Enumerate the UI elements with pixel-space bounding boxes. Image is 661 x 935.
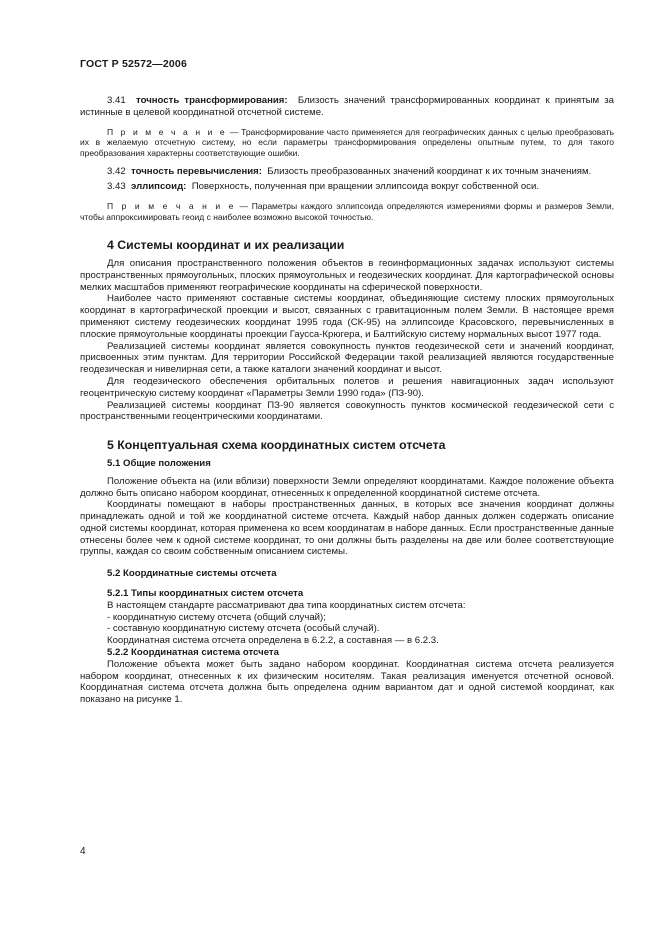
term-3-42 [80,166,614,178]
term-3-43 [80,181,614,193]
section-4-paragraph: Наиболее часто применяют составные системы координат, объединяющие систему плоских прямоугольных координат в картографической проекции и высот, связанных с гравитационным полем Земли. В настоящее время применяют систему геодезических координат 1995 года (СК-95) на эллипсоиде Красовского, перевычисленных в плоские прямоугольные координаты проекции Гаусса-Крюгера, и Балтийскую систему нормальных высот 1977 года. [80,293,614,340]
section-5-1-heading: 5.1 Общие положения [107,457,211,469]
section-5-2-2-paragraph: Положение объекта может быть задано набором координат. Координатная система отсчета реализуется набором координат, отнесенных к их физическим носителям. Такая реализация именуется отсчетной основой. Координатная система отсчета должна быть определена одним вариантом дат и одной системой координат, как показано на рисунке 1. [80,658,614,706]
section-5-1-paragraph: Координаты помещают в наборы пространственных данных, в которых все значения координат должны принадлежать одной и той же координатной системе отсчета. Каждый набор данных должен содержать описание одной системы координат, которая применена ко всем координатам в наборе данных. Если пространственные данные отнесены более чем к одной системе координат, то они должны быть разделены на две или более соответствующие группы, каждая со своим собственным описанием системы. [80,499,614,558]
section-5-2-heading: 5.2 Координатные системы отсчета [107,568,277,580]
section-5-2-1-heading: 5.2.1 Типы координатных систем отсчета [107,588,304,600]
term-3-41 [80,95,614,119]
section-4-paragraph: Реализацией системы координат ПЗ-90 является совокупность пунктов космической геодезической сети с пространственными геоцентрическими координатами. [80,399,614,423]
page-body [80,95,614,706]
page-number: 4 [80,846,86,857]
list-item: - координатную систему отсчета (общий случай); [107,611,326,623]
term-number: 3.41 [107,95,126,106]
term-title: эллипсоид: [131,181,187,193]
term-definition: Близость значений трансформированных координат к принятым за истинные в целевой координатной отсчетной системе. [80,95,614,118]
list-intro: В настоящем стандарте рассматривают два типа координатных систем отсчета: [107,599,466,611]
note-label: П р и м е ч а н и е [107,126,228,137]
section-4-paragraph: Для описания пространственного положения объектов в геоинформационных задачах используют системы пространственных прямоугольных, плоских прямоугольных и геодезических координат. Для картографической основы мелких масштабов применяют географические координаты на сферической поверхности. [80,257,614,293]
term-number: 3.42 [107,166,126,178]
section-5-2-1-list [80,600,614,647]
note-text: — Трансформирование часто применяется для географических данных с целью преобразовать их в желаемую отсчетную систему, но если параметры трансформирования определены опытным путем, то для такого преобразования характерны соответствующие ошибки. [80,126,615,158]
document-header: ГОСТ Р 52572—2006 [80,58,188,70]
term-title: точность трансформирования: [136,95,288,106]
term-title: точность перевычисления: [131,166,262,178]
list-item: - составную координатную систему отсчета (особый случай). [107,623,380,635]
note-label: П р и м е ч а н и е [107,200,236,211]
note-text: — Параметры каждого эллипсоида определяются измерениями формы и размеров Земли, чтобы аппроксимировать геоид с наиболее возможно высокой точностью. [80,200,614,222]
list-outro: Координатная система отсчета определена в 6.2.2, а составная — в 6.2.3. [107,635,439,647]
section-4-paragraph: Реализацией системы координат является совокупность пунктов геодезической сети и значений координат, присвоенных этим пунктам. Для территории Российской Федерации такой реализацией являются государственные геодезическая и нивелирная сети, а также каталоги значений координат и высот. [80,340,614,376]
section-5-1-paragraph: Положение объекта на (или вблизи) поверхности Земли определяют координатами. Каждое положение объекта должно быть описано набором координат, отнесенных к определенной координатной системе отсчета. [80,475,614,499]
term-definition: Поверхность, полученная при вращении эллипсоида вокруг собственной оси. [191,181,540,193]
section-5-heading: 5 Концептуальная схема координатных систем отсчета [107,438,446,453]
section-4-paragraph: Для геодезического обеспечения орбитальных полетов и решения навигационных задач используют геоцентрическую систему координат «Параметры Земли 1990 года» (ПЗ-90). [80,375,614,399]
note-2 [80,201,614,222]
section-4-heading: 4 Системы координат и их реализации [107,238,345,253]
note-1 [80,127,614,159]
term-number: 3.43 [107,181,126,193]
term-definition: Близость преобразованных значений координат к их точным значениям. [267,166,592,178]
section-5-2-2-heading: 5.2.2 Координатная система отсчета [107,647,279,659]
